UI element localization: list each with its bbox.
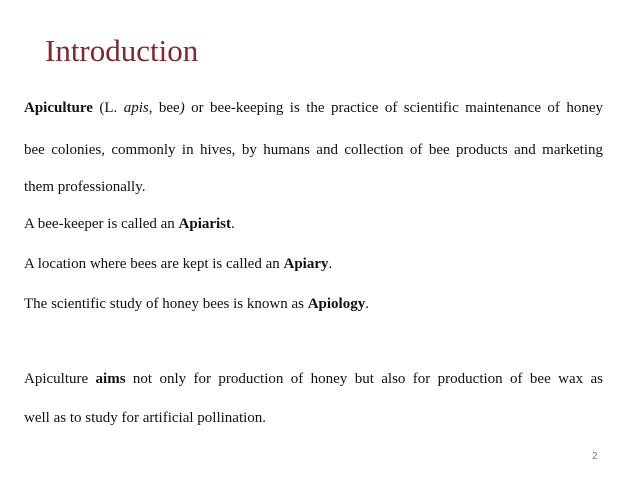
apiarist-statement — [24, 216, 235, 233]
apiary-term: Apiary — [283, 256, 329, 272]
latin-open: (L. — [92, 100, 124, 116]
latin-apis: apis, — [123, 100, 153, 116]
apiology-statement — [24, 296, 369, 313]
aims-line-1-rest: not only for production of honey but also for production of bee wax as — [125, 371, 603, 387]
apiarist-post: . — [231, 216, 235, 232]
aims-line-2: well as to study for artificial pollination. — [24, 410, 267, 426]
aims-line-1 — [24, 371, 603, 388]
page-number: 2 — [592, 451, 598, 462]
slide-title: Introduction — [45, 33, 199, 68]
apiculture-definition-line-1 — [24, 100, 603, 117]
apiary-post: . — [328, 256, 333, 272]
apiculture-term: Apiculture — [24, 100, 93, 116]
aims-term: aims — [95, 371, 126, 387]
apiculture-definition-line-3: them professionally. — [24, 179, 146, 195]
definition-line-1-rest: or bee-keeping is the practice of scientific maintenance of honey — [184, 100, 603, 116]
apiology-pre: The scientific study of honey bees is known as — [24, 296, 308, 312]
apiology-post: . — [365, 296, 369, 312]
latin-bee: bee — [152, 100, 180, 116]
apiarist-term: Apiarist — [178, 216, 232, 232]
apiology-term: Apiology — [307, 296, 366, 312]
aims-pre: Apiculture — [24, 371, 96, 387]
apiary-pre: A location where bees are kept is called an — [24, 256, 284, 272]
apiarist-pre: A bee-keeper is called an — [24, 216, 179, 232]
apiary-statement — [24, 256, 332, 273]
apiculture-definition-line-2: bee colonies, commonly in hives, by humans and collection of bee products and marketing — [24, 142, 603, 158]
latin-close: ) — [179, 100, 185, 116]
